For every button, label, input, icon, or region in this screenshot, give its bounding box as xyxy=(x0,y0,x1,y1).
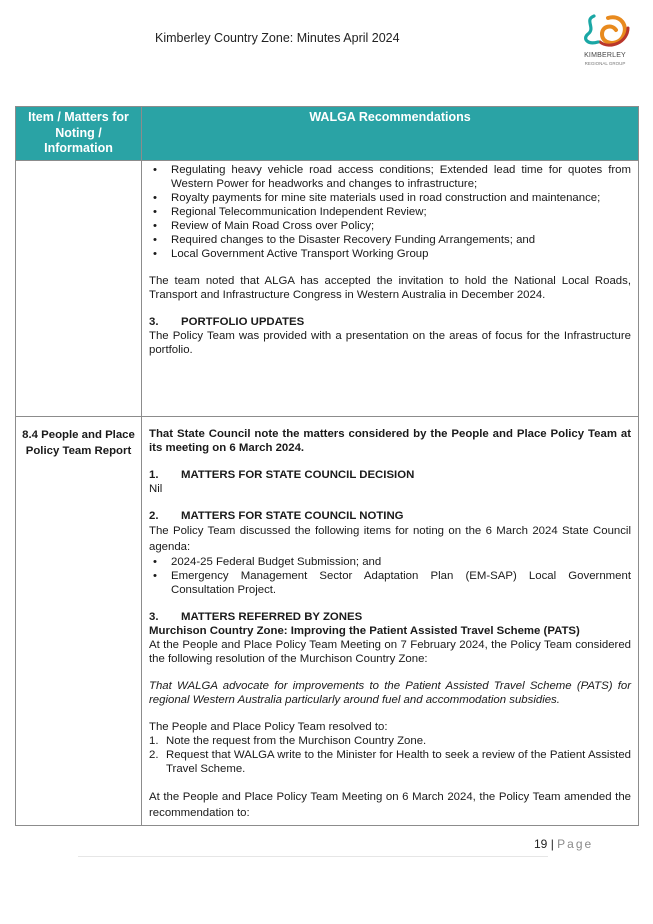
row-recommendation-cell xyxy=(142,416,639,825)
section-text: At the People and Place Policy Team Meeting on 7 February 2024, the Policy Team considered the following resolution of the Murchison Country Zone: xyxy=(149,638,631,665)
noting-bullet-list xyxy=(149,555,631,597)
list-item: 1. Note the request from the Murchison Country Zone. xyxy=(149,734,427,747)
list-item: • Regulating heavy vehicle road access conditions; Extended lead time for quotes from Western Power for headworks and changes to infrastructure; xyxy=(165,163,631,191)
logo-name: KIMBERLEY xyxy=(584,52,626,59)
logo-subtitle: REGIONAL GROUP xyxy=(584,61,626,66)
list-item: • Royalty payments for mine site materials used in road construction and maintenance; xyxy=(165,191,631,205)
document-header-title: Kimberley Country Zone: Minutes April 2024 xyxy=(155,31,400,45)
table-row xyxy=(16,416,639,825)
list-item: • Regional Telecommunication Independent Review; xyxy=(165,205,631,219)
zone-resolution: That WALGA advocate for improvements to the Patient Assisted Travel Scheme (PATS) for regional Western Australia particularly around fuel and accommodation subsidies. xyxy=(149,679,631,706)
kimberley-regional-group-logo xyxy=(578,12,632,74)
list-item: • 2024-25 Federal Budget Submission; and xyxy=(165,555,631,569)
table-header-row xyxy=(16,107,639,161)
column-header-recommendations: WALGA Recommendations xyxy=(142,107,639,161)
infrastructure-bullet-list xyxy=(149,163,631,261)
page-number: 19 | Page xyxy=(534,837,594,851)
section-text: Nil xyxy=(149,482,163,495)
list-item: • Emergency Management Sector Adaptation Plan (EM-SAP) Local Government Consultation Project. xyxy=(165,569,631,597)
section-heading: 3. PORTFOLIO UPDATES xyxy=(149,315,305,328)
list-item: • Required changes to the Disaster Recovery Funding Arrangements; and xyxy=(165,233,631,247)
alga-note: The team noted that ALGA has accepted the invitation to hold the National Local Roads, Transport and Infrastructure Congress in Western Australia in December 2024. xyxy=(149,274,631,301)
section-text: The Policy Team discussed the following items for noting on the 6 March 2024 State Council agenda: xyxy=(149,524,631,553)
row-item-cell xyxy=(16,160,142,416)
table-row xyxy=(16,160,639,416)
section-heading: 1. MATTERS FOR STATE COUNCIL DECISION xyxy=(149,468,415,481)
row-item-cell: 8.4 People and Place Policy Team Report xyxy=(16,416,142,825)
resolved-intro: The People and Place Policy Team resolved to: xyxy=(149,720,388,733)
section-heading: 2. MATTERS FOR STATE COUNCIL NOTING xyxy=(149,509,404,522)
amended-text: At the People and Place Policy Team Meeting on 6 March 2024, the Policy Team amended the recommendation to: xyxy=(149,790,631,819)
section-subtitle: Murchison Country Zone: Improving the Patient Assisted Travel Scheme (PATS) xyxy=(149,624,580,637)
list-item: 2. Request that WALGA write to the Minister for Health to seek a review of the Patient Assisted Travel Scheme. xyxy=(149,748,631,775)
footer-divider xyxy=(78,856,548,857)
column-header-item: Item / Matters for Noting / Information xyxy=(16,107,142,161)
section-text: The Policy Team was provided with a presentation on the areas of focus for the Infrastructure portfolio. xyxy=(149,329,631,356)
walga-recommendations-table xyxy=(15,106,639,826)
recommendation-text: That State Council note the matters considered by the People and Place Policy Team at its meeting on 6 March 2024. xyxy=(149,427,631,454)
list-item: • Review of Main Road Cross over Policy; xyxy=(165,219,631,233)
logo-swirl-icon xyxy=(578,12,632,52)
list-item: • Local Government Active Transport Working Group xyxy=(165,247,631,261)
section-heading: 3. MATTERS REFERRED BY ZONES xyxy=(149,610,363,623)
resolved-list xyxy=(149,734,631,776)
row-recommendation-cell xyxy=(142,160,639,416)
